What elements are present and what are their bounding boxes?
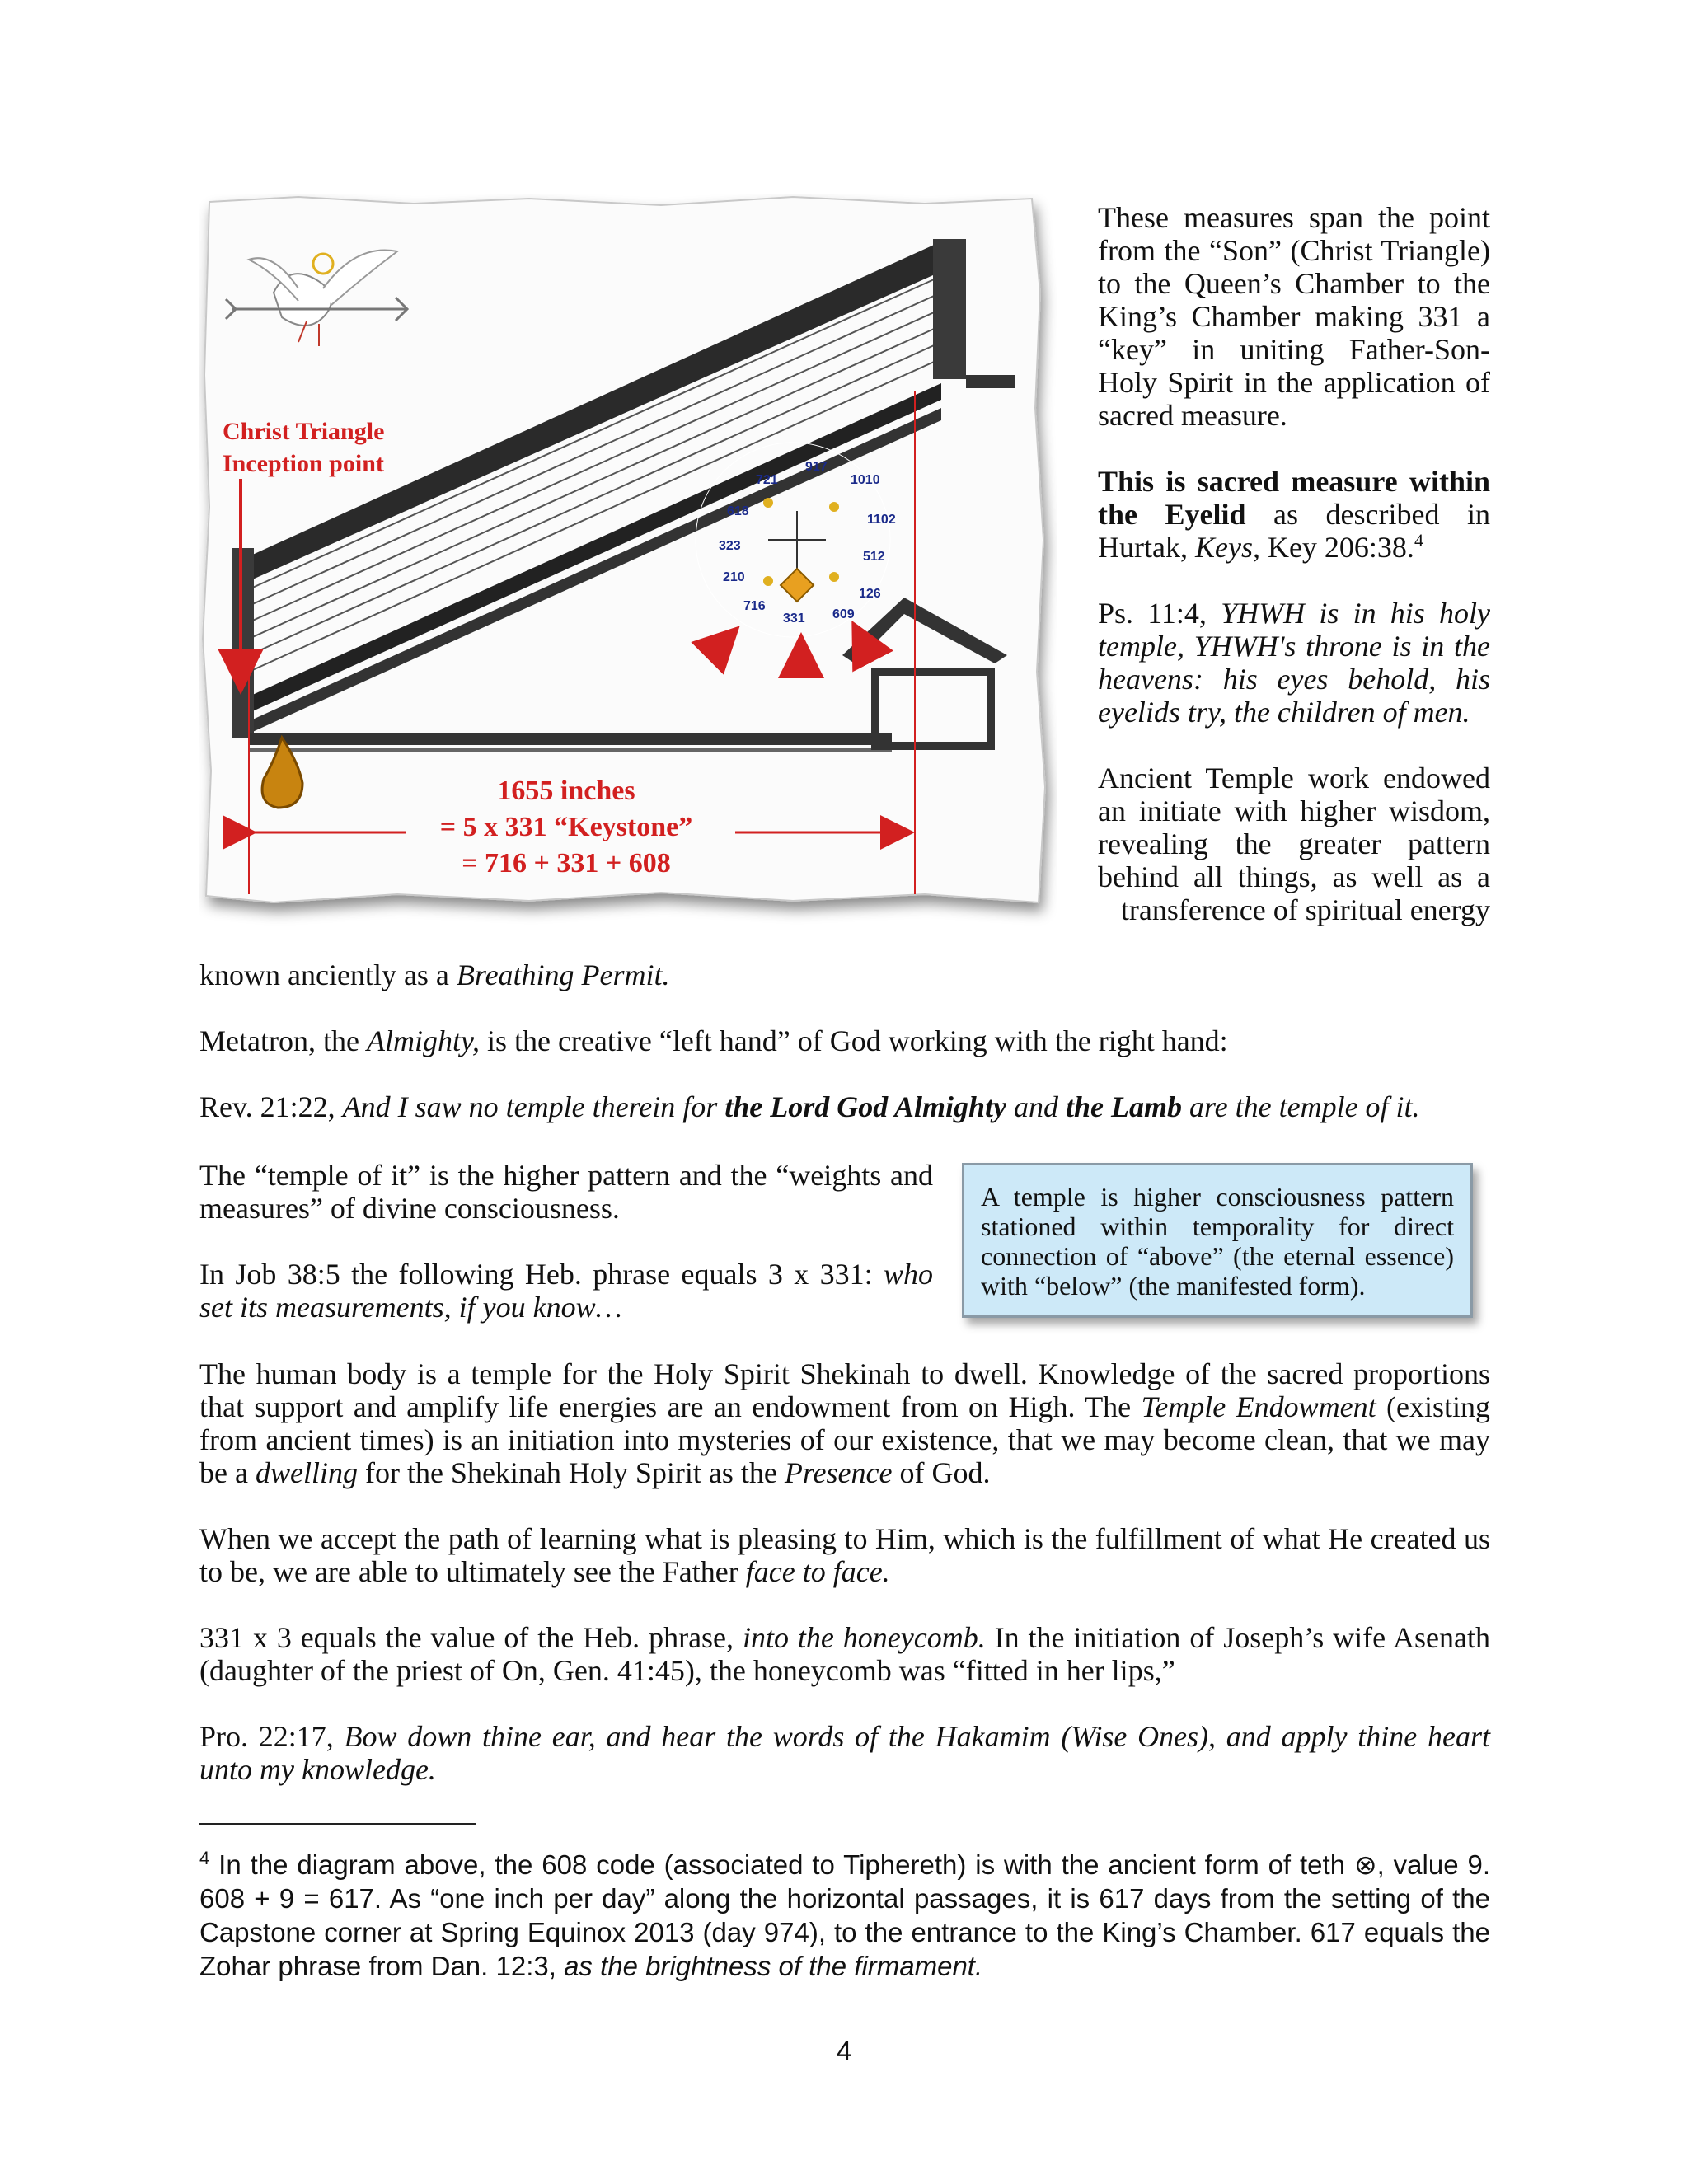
svg-text:609: 609: [832, 607, 855, 621]
paragraph-breathing-permit: known anciently as a Breathing Permit.: [199, 958, 670, 991]
diagram-svg: [199, 194, 1057, 930]
svg-text:716: 716: [743, 599, 766, 613]
page-number: 4: [836, 2036, 852, 2066]
svg-text:210: 210: [723, 570, 745, 584]
grand-gallery-diagram: [199, 194, 1057, 930]
measure-text-3: = 716 + 331 + 608: [462, 848, 671, 879]
footnote-4: $^4$ In the diagram above, the 608 code (associated to Tiphereth) is with the ancient form of teth ⊗, value 9. 608 + 9 = 617. As “one inch per day” along the horizontal passages, it is 617 days from the setting of the Capstone corner at Spring Equinox 2013 (day 974), to the entrance to the King’s Chamber. 617 equals the Zohar phrase from Dan. 12:3, as the brightness of the firmament.: [199, 1848, 1490, 1981]
christ-triangle-label: Christ Triangle: [223, 418, 385, 445]
paragraph-job: In Job 38:5 the following Heb. phrase equals 3 x 331: who set its measurements, if you know…: [199, 1258, 933, 1324]
svg-text:126: 126: [859, 587, 881, 601]
svg-text:1010: 1010: [851, 473, 880, 487]
paragraph-proverbs: Pro. 22:17, Bow down thine ear, and hear the words of the Hakamim (Wise Ones), and apply thine heart unto my knowledge.: [199, 1720, 1490, 1786]
svg-text:917: 917: [805, 460, 828, 474]
svg-text:331: 331: [783, 612, 805, 626]
paragraph-eyelid: This is sacred measure within the Eyelid as described in Hurtak, Keys, Key 206:38.$^4$: [1098, 465, 1490, 564]
paragraph-revelation: Rev. 21:22, And I saw no temple therein for the Lord God Almighty and the Lamb are the temple of it.: [199, 1090, 1420, 1123]
measure-text-1: 1655 inches: [497, 776, 635, 806]
measure-text-2: = 5 x 331 “Keystone”: [439, 812, 693, 842]
svg-text:1102: 1102: [867, 513, 896, 527]
paragraph-measures: These measures span the point from the “Son” (Christ Triangle) to the Queen’s Chamber to the King’s Chamber making 331 a “key” in uniting Father-Son-Holy Spirit in the application of sacred measure.: [1098, 201, 1490, 432]
paragraph-honeycomb: 331 x 3 equals the value of the Heb. phrase, into the honeycomb. In the initiation of Joseph’s wife Asenath (daughter of the priest of On, Gen. 41:45), the honeycomb was “fitted in her lips,”: [199, 1621, 1491, 1687]
right-column-text: [1098, 201, 1490, 959]
paragraph-metatron: Metatron, the Almighty, is the creative “left hand” of God working with the right hand:: [199, 1024, 1228, 1057]
horizontal-passage: [249, 733, 892, 745]
footnote-divider: [199, 1823, 476, 1825]
temple-callout-box: A temple is higher consciousness pattern stationed within temporality for direct connection of “above” (the eternal essence) with “below” (the manifested form).: [962, 1163, 1473, 1318]
inception-point-label: Inception point: [223, 450, 384, 477]
paragraph-accept-path: When we accept the path of learning what is pleasing to Him, which is the fulfillment of what He created us to be, we are able to ultimately see the Father face to face.: [199, 1522, 1490, 1588]
svg-text:512: 512: [863, 550, 885, 564]
paragraph-temple-work: Ancient Temple work endowed an initiate with higher wisdom, revealing the greater pattern behind all things, as well as a transference of spiritual energy: [1098, 762, 1490, 926]
svg-text:618: 618: [727, 504, 749, 518]
svg-text:721: 721: [756, 473, 778, 487]
paragraph-temple-of-it: The “temple of it” is the higher pattern and the “weights and measures” of divine consciousness.: [199, 1159, 933, 1225]
svg-text:323: 323: [719, 539, 741, 553]
paragraph-psalm: Ps. 11:4, YHWH is in his holy temple, YHWH's throne is in the heavens: his eyes behold, his eyelids try, the children of men.: [1098, 597, 1490, 729]
paragraph-human-body: The human body is a temple for the Holy Spirit Shekinah to dwell. Knowledge of the sacred proportions that support and amplify life energies are an endowment from on High. The Temple Endowment (existing from ancient times) is an initiation into mysteries of our existence, that we may become clean, that we may be a dwelling for the Shekinah Holy Spirit as the Presence of God.: [199, 1357, 1491, 1489]
